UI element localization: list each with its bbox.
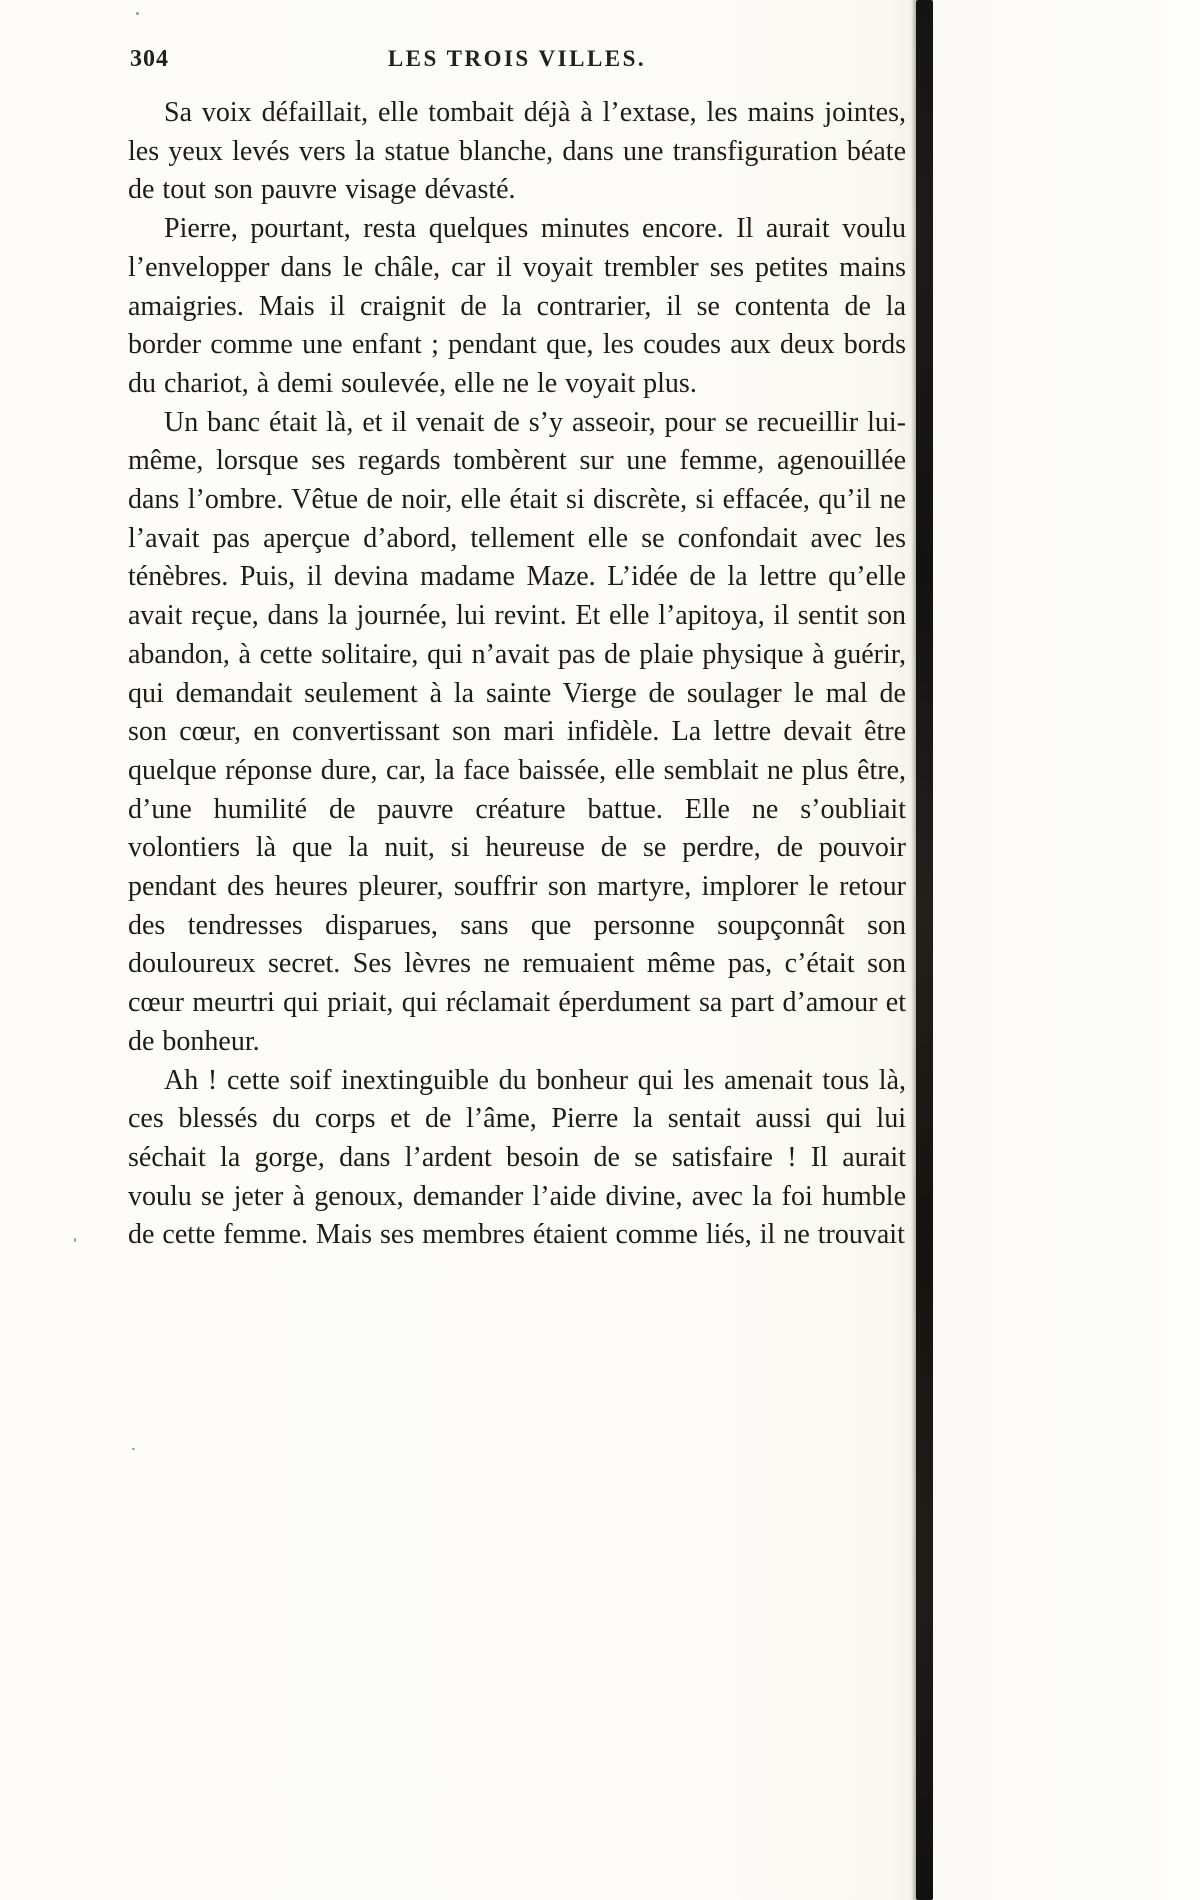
- page-number: 304: [130, 46, 169, 72]
- scan-speck: [136, 12, 139, 15]
- paragraph: Sa voix défaillait, elle tombait déjà à l’extase, les mains jointes, les yeux levés vers la statue blanche, dans une transfiguration béate de tout son pauvre visage dévasté.: [128, 97, 906, 206]
- binding-edge-shadow: [916, 0, 933, 1900]
- paragraph: Ah ! cette soif inextinguible du bonheur qui les amenait tous là, ces blessés du corps et de l’âme, Pierre la sentait aussi qui lui séchait la gorge, dans l’ardent besoin de se satisfaire ! Il aurait voulu se jeter à genoux, demander l’aide divine, avec la foi humble de cette femme. Mais ses membres étaient comme liés, il ne trouvait: [128, 1064, 906, 1251]
- scan-speck: [132, 1448, 135, 1450]
- body-text: [128, 94, 906, 1255]
- scan-speck: [74, 1238, 76, 1242]
- page-header: [128, 46, 906, 80]
- running-title: LES TROIS VILLES.: [387, 46, 647, 71]
- paragraph: Un banc était là, et il venait de s’y asseoir, pour se recueillir lui-même, lorsque ses regards tombèrent sur une femme, agenouillée dans l’ombre. Vêtue de noir, elle était si discrète, si effacée, qu’il ne l’avait pas aperçue d’abord, tellement elle se confondait avec les ténèbres. Puis, il devina madame Maze. L’idée de la lettre qu’elle avait reçue, dans la journée, lui revint. Et elle l’apitoya, il sentit son abandon, à cette solitaire, qui n’avait pas de plaie physique à guérir, qui demandait seulement à la sainte Vierge de soulager le mal de son cœur, en convertissant son mari infidèle. La lettre devait être quelque réponse dure, car, la face baissée, elle semblait ne plus être, d’une humilité de pauvre créature battue. Elle ne s’oubliait volontiers là que la nuit, si heureuse de se perdre, de pouvoir pendant des heures pleurer, souffrir son martyre, implorer le retour des tendresses disparues, sans que personne soupçonnât son douloureux secret. Ses lèvres ne remuaient même pas, c’était son cœur meurtri qui priait, qui réclamait éperdument sa part d’amour et de bonheur.: [128, 406, 906, 1057]
- paragraph: Pierre, pourtant, resta quelques minutes encore. Il aurait voulu l’envelopper dans le châle, car il voyait trembler ses petites mains amaigries. Mais il craignit de la contrarier, il se contenta de la border comme une enfant ; pendant que, les coudes aux deux bords du chariot, à demi soulevée, elle ne le voyait plus.: [128, 213, 906, 399]
